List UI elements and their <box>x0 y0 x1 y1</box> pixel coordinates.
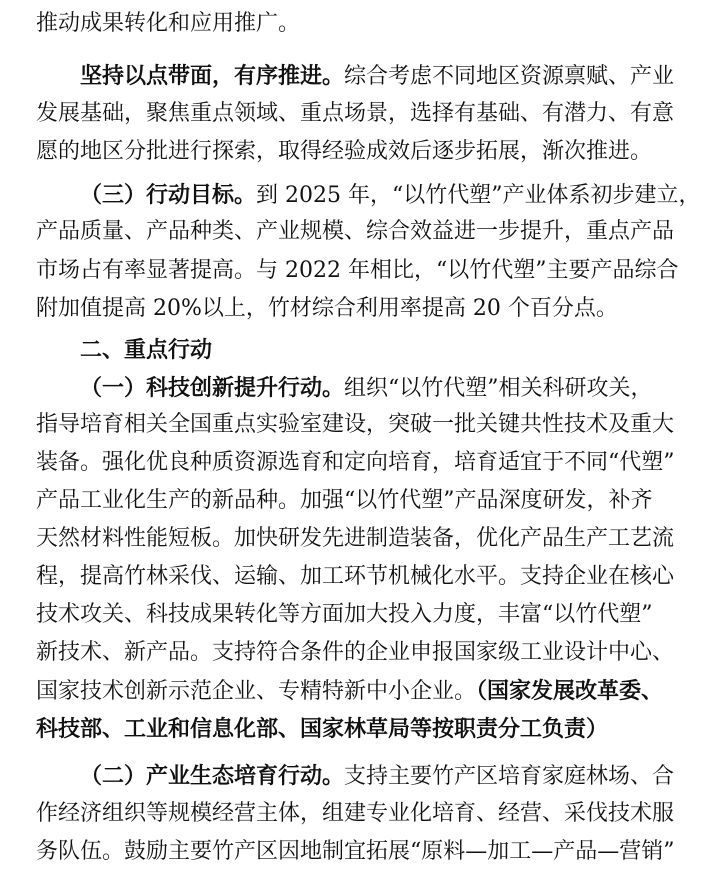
line-1: 推动成果转化和应用推广。 <box>36 11 301 36</box>
line-5: （三）行动目标。到 2025 年，“以竹代塑”产业体系初步建立， <box>80 182 701 208</box>
line-18: 国家技术创新示范企业、专精特新中小企业。（国家发展改革委、 <box>36 678 664 704</box>
line-11: 指导培育相关全国重点实验室建设，突破一批关键共性技术及重大 <box>36 412 675 437</box>
line-19: 科技部、工业和信息化部、国家林草局等按职责分工负责） <box>36 716 609 742</box>
line-8: 附加值提高 20%以上，竹材综合利用率提高 20 个百分点。 <box>36 296 618 321</box>
line-2: 坚持以点带面，有序推进。综合考虑不同地区资源禀赋、产业 <box>80 63 675 89</box>
line-21: 作经济组织等规模经营主体，组建专业化培育、经营、采伐技术服 <box>36 801 675 826</box>
line-13: 产品工业化生产的新品种。加强“以竹代塑”产品深度研发，补齐 <box>36 488 653 513</box>
line-14: 天然材料性能短板。加快研发先进制造装备，优化产品生产工艺流 <box>36 526 675 551</box>
section-heading: 二、重点行动 <box>80 337 213 363</box>
line-6: 产品质量、产品种类、产业规模、综合效益进一步提升，重点产品 <box>36 219 675 244</box>
line-7: 市场占有率显著提高。与 2022 年相比，“以竹代塑”主要产品综合 <box>36 258 679 283</box>
line-20: （二）产业生态培育行动。支持主要竹产区培育家庭林场、合 <box>80 763 675 789</box>
line-17: 新技术、新产品。支持符合条件的企业申报国家级工业设计中心、 <box>36 640 675 665</box>
line-4: 愿的地区分批进行探索，取得经验成效后逐步拓展，渐次推进。 <box>36 139 653 164</box>
line-3: 发展基础，聚焦重点领域、重点场景，选择有基础、有潜力、有意 <box>36 101 675 126</box>
line-12: 装备。强化优良种质资源选育和定向培育，培育适宜于不同“代塑” <box>36 450 675 475</box>
line-22: 务队伍。鼓励主要竹产区因地制宜拓展“原料—加工—产品—营销” <box>36 839 675 864</box>
line-15: 程，提高竹林采伐、运输、加工环节机械化水平。支持企业在核心 <box>36 564 675 589</box>
line-16: 技术攻关、科技成果转化等方面加大投入力度，丰富“以竹代塑” <box>36 602 653 627</box>
line-10: （一）科技创新提升行动。组织“以竹代塑”相关科研攻关， <box>80 375 653 401</box>
